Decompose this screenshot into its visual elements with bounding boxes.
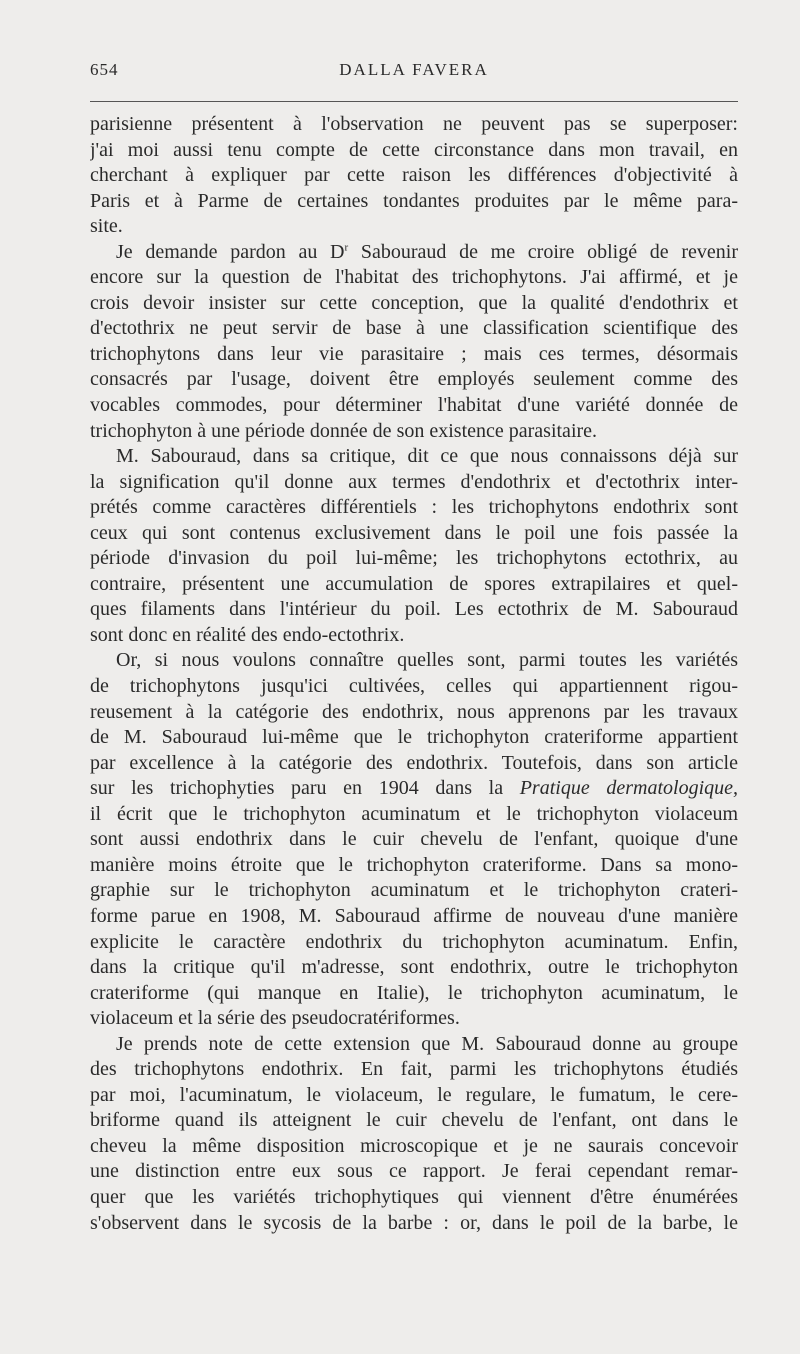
text-line: cheveu la même disposition microscopique et je ne saurais concevoir	[90, 1134, 738, 1157]
text-segment: Sabouraud de me croire obligé de revenir	[348, 240, 738, 263]
text-segment: Je demande pardon au D	[116, 240, 345, 263]
text-line: briforme quand ils atteignent le cuir chevelu de l'enfant, ont dans le	[90, 1109, 738, 1132]
text-line	[90, 240, 738, 266]
text-line: cherchant à expliquer par cette raison les différences d'objectivité à	[90, 164, 738, 187]
text-line: encore sur la question de l'habitat des trichophytons. J'ai affirmé, et je	[90, 266, 738, 289]
body-text	[90, 112, 738, 1236]
text-line: trichophytons dans leur vie parasitaire ; mais ces termes, désormais	[90, 342, 738, 365]
text-line: quer que les variétés trichophytiques qui viennent d'être énumérées	[90, 1185, 738, 1208]
text-line: sont aussi endothrix dans le cuir chevelu de l'enfant, quoique d'une	[90, 828, 738, 851]
text-line: des trichophytons endothrix. En fait, parmi les trichophytons étudiés	[90, 1058, 738, 1081]
text-line: s'observent dans le sycosis de la barbe : or, dans le poil de la barbe, le	[90, 1211, 738, 1234]
running-head: DALLA FAVERA	[339, 60, 489, 79]
text-line: il écrit que le trichophyton acuminatum et le trichophyton violaceum	[90, 802, 738, 825]
text-line: violaceum et la série des pseudocratériformes.	[90, 1007, 460, 1030]
text-line: crois devoir insister sur cette conception, que la qualité d'endothrix et	[90, 291, 738, 314]
page-number: 654	[90, 60, 119, 79]
text-line: trichophyton à une période donnée de son existence parasitaire.	[90, 419, 598, 442]
text-line: reusement à la catégorie des endothrix, nous apprenons par les travaux	[90, 700, 738, 723]
text-line: la signification qu'il donne aux termes d'endothrix et d'ectothrix inter-	[90, 470, 738, 493]
text-line: vocables commodes, pour déterminer l'habitat d'une variété donnée de	[90, 394, 738, 417]
text-line: explicite le caractère endothrix du trichophyton acuminatum. Enfin,	[90, 930, 738, 953]
text-line: une distinction entre eux sous ce rapport. Je ferai cependant remar-	[90, 1160, 738, 1183]
text-line: de M. Sabouraud lui-même que le trichophyton crateriforme appartient	[90, 726, 738, 749]
text-line: prétés comme caractères différentiels : les trichophytons endothrix sont	[90, 496, 738, 519]
text-line: dans la critique qu'il m'adresse, sont endothrix, outre le trichophyton	[90, 956, 738, 979]
text-line: sont donc en réalité des endo-ectothrix.	[90, 623, 405, 646]
text-line: ques filaments dans l'intérieur du poil. Les ectothrix de M. Sabouraud	[90, 598, 738, 621]
text-line: ceux qui sont contenus exclusivement dans le poil une fois passée la	[90, 521, 738, 544]
text-line: manière moins étroite que le trichophyton crateriforme. Dans sa mono-	[90, 853, 738, 876]
superscript: r	[344, 241, 349, 254]
text-line: graphie sur le trichophyton acuminatum et le trichophyton crateri-	[90, 879, 738, 902]
text-line: d'ectothrix ne peut servir de base à une classification scientifique des	[90, 317, 738, 340]
page-header	[90, 60, 738, 88]
header-rule	[90, 101, 738, 102]
text-line: consacrés par l'usage, doivent être employés seulement comme des	[90, 368, 738, 391]
text-line: Je prends note de cette extension que M. Sabouraud donne au groupe	[116, 1032, 738, 1055]
text-line: j'ai moi aussi tenu compte de cette circonstance dans mon travail, en	[90, 138, 738, 161]
text-segment: sur les trichophyties paru en 1904 dans la	[90, 777, 520, 800]
text-line: période d'invasion du poil lui-même; les trichophytons ectothrix, au	[90, 547, 738, 570]
text-line: par moi, l'acuminatum, le violaceum, le regulare, le fumatum, le cere-	[90, 1083, 738, 1106]
italic-title: Pratique dermatologique,	[519, 777, 738, 800]
text-line: site.	[90, 215, 123, 238]
text-line: M. Sabouraud, dans sa critique, dit ce que nous connaissons déjà sur	[116, 445, 738, 468]
text-line: forme parue en 1908, M. Sabouraud affirme de nouveau d'une manière	[90, 904, 738, 927]
text-line: par excellence à la catégorie des endothrix. Toutefois, dans son article	[90, 751, 738, 774]
text-line: crateriforme (qui manque en Italie), le trichophyton acuminatum, le	[90, 981, 738, 1004]
text-line: Or, si nous voulons connaître quelles sont, parmi toutes les variétés	[116, 649, 738, 672]
text-line	[90, 776, 738, 802]
text-line: de trichophytons jusqu'ici cultivées, celles qui appartiennent rigou-	[90, 675, 738, 698]
text-line: parisienne présentent à l'observation ne peuvent pas se superposer:	[90, 113, 738, 135]
text-line: contraire, présentent une accumulation de spores extrapilaires et quel-	[90, 572, 738, 595]
text-line: Paris et à Parme de certaines tondantes produites par le même para-	[90, 189, 738, 212]
